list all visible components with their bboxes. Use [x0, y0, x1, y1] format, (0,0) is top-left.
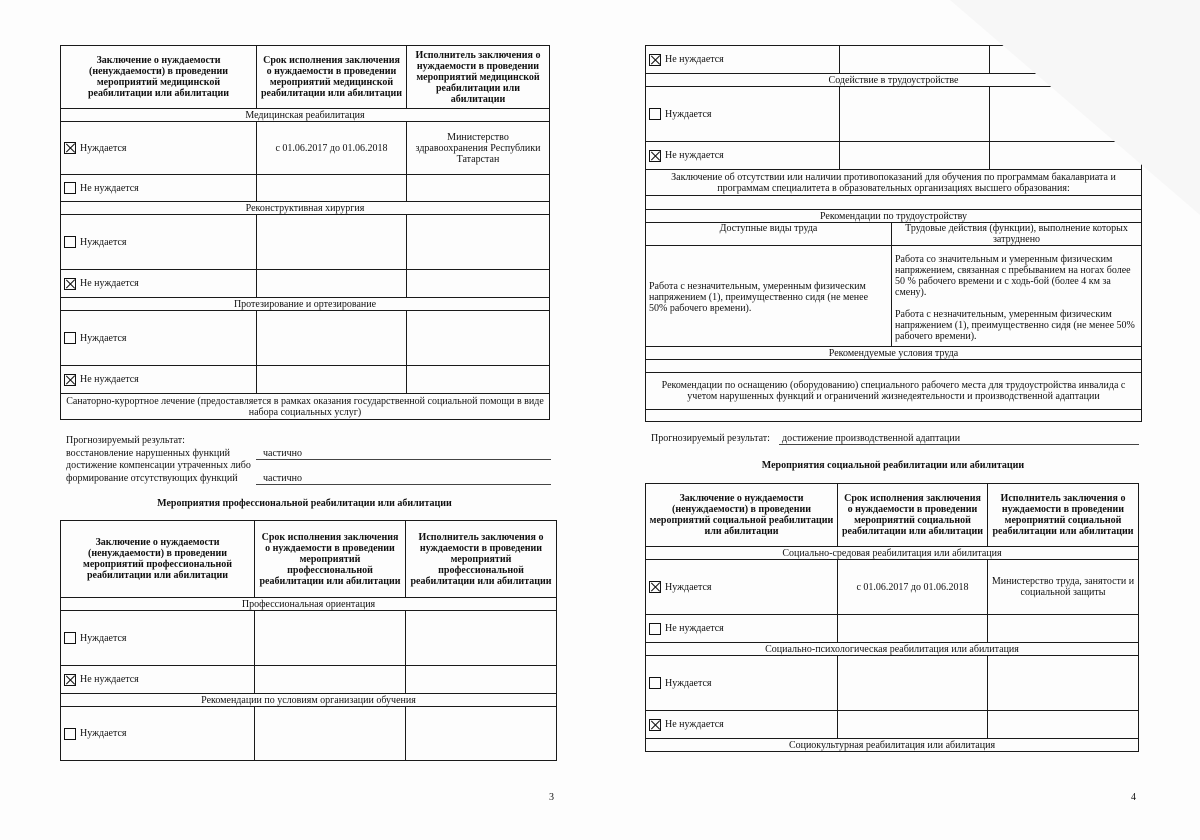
restore-value: частично [263, 447, 303, 459]
header-executor: Исполнитель заключения о нуждаемости в проведении мероприятий профессиональной реабилитации или абилитации [406, 521, 557, 598]
option-need: Нуждается [646, 560, 838, 615]
difficult-action-1: Работа со значительным и умеренным физическим напряжением, связанная с пребыванием на ногах более 50 % рабочего времени и с ходь-бой (более 4 км за смену). [895, 253, 1131, 298]
header-need: Заключение о нуждаемости (ненуждаемости) в проведении мероприятий профессиональной реабилитации или абилитации [61, 521, 255, 598]
header-need: Заключение о нуждаемости (ненуждаемости) в проведении мероприятий социальной реабилитации или абилитации [646, 484, 838, 547]
empty-checkbox-icon[interactable] [64, 728, 76, 740]
header-need: Заключение о нуждаемости (ненуждаемости) в проведении мероприятий медицинской реабилитации или абилитации [61, 46, 257, 109]
professional-rehab-title: Мероприятия профессиональной реабилитации или абилитации [157, 498, 452, 509]
empty-checkbox-icon[interactable] [649, 623, 661, 635]
header-period: Срок исполнения заключения о нуждаемости в проведении мероприятий медицинской реабилитации или абилитации [257, 46, 407, 109]
section-employment-assistance: Содействие в трудоустройстве [646, 74, 1142, 87]
section-medical-rehab: Медицинская реабилитация [61, 109, 550, 122]
option-no-need: Не нуждается [646, 142, 840, 170]
option-no-need: Не нуждается [61, 175, 257, 202]
checked-checkbox-icon[interactable] [649, 54, 661, 66]
forecast-line [651, 433, 1139, 446]
header-period: Срок исполнения заключения о нуждаемости в проведении мероприятий профессиональной реабилитации или абилитации [255, 521, 406, 598]
section-sanatorium: Санаторно-курортное лечение (предоставляется в рамках оказания государственной социальной помощи в виде набора социальных услуг) [61, 394, 550, 420]
job-recommendations-table [645, 222, 1142, 347]
medical-rehab-table [60, 45, 550, 420]
available-jobs-text: Работа с незначительным, умеренным физическим напряжением (1), преимущественно сидя (не менее 50% рабочего времени). [646, 246, 892, 347]
header-difficult-actions: Трудовые действия (функции), выполнение которых затруднено [892, 223, 1142, 246]
formation-value: частично [263, 472, 303, 484]
compensation-label: достижение компенсации утраченных либо [66, 460, 251, 471]
empty-checkbox-icon[interactable] [649, 677, 661, 689]
checked-checkbox-icon[interactable] [649, 150, 661, 162]
header-available-jobs: Доступные виды труда [646, 223, 892, 246]
formation-label: формирование отсутствующих функций [66, 472, 238, 484]
social-rehab-table [645, 483, 1139, 752]
section-sociocultural: Социокультурная реабилитация или абилитация [646, 739, 1139, 752]
page-number: 3 [549, 792, 554, 803]
checked-checkbox-icon[interactable] [64, 142, 76, 154]
forecast-heading: Прогнозируемый результат: [66, 435, 185, 446]
professional-rehab-table [60, 520, 557, 761]
option-no-need: Не нуждается [61, 666, 255, 694]
executor-cell: Министерство здравоохранения Республики Татарстан [407, 122, 550, 175]
option-need: Нуждается [61, 707, 255, 761]
section-workplace-equipment: Рекомендации по оснащению (оборудованию) специального рабочего места для трудоустройства инвалида с учетом нарушенных функций и ограничений жизнедеятельности и производственной адаптации [646, 373, 1142, 410]
empty-checkbox-icon[interactable] [64, 332, 76, 344]
section-social-environment: Социально-средовая реабилитация или абилитация [646, 547, 1139, 560]
section-job-recommendations: Рекомендации по трудоустройству [646, 210, 1142, 223]
header-executor: Исполнитель заключения о нуждаемости в проведении мероприятий медицинской реабилитации или абилитации [407, 46, 550, 109]
checked-checkbox-icon[interactable] [64, 374, 76, 386]
forecast-value: достижение производственной адаптации [782, 433, 961, 444]
option-need: Нуждается [61, 611, 255, 666]
section-career-guidance: Профессиональная ориентация [61, 598, 557, 611]
option-need: Нуждается [61, 311, 257, 366]
checked-checkbox-icon[interactable] [64, 674, 76, 686]
forecast-label: Прогнозируемый результат: [651, 433, 770, 444]
work-conditions-table [645, 346, 1142, 422]
restore-label: восстановление нарушенных функций [66, 447, 230, 459]
option-need: Нуждается [61, 122, 257, 175]
empty-checkbox-icon[interactable] [64, 236, 76, 248]
option-no-need: Не нуждается [61, 366, 257, 394]
section-higher-education: Заключение об отсутствии или наличии противопоказаний для обучения по программам бакалавриата и программам специалитета в образовательных организациях высшего образования: [646, 170, 1142, 196]
checked-checkbox-icon[interactable] [649, 719, 661, 731]
option-no-need: Не нуждается [61, 270, 257, 298]
section-prosthetics: Протезирование и ортезирование [61, 298, 550, 311]
period-cell: с 01.06.2017 до 01.06.2018 [257, 122, 407, 175]
checked-checkbox-icon[interactable] [649, 581, 661, 593]
option-no-need: Не нуждается [646, 615, 838, 643]
difficult-actions-cell [892, 246, 1142, 347]
section-social-psychological: Социально-психологическая реабилитация или абилитация [646, 643, 1139, 656]
section-training-conditions: Рекомендации по условиям организации обучения [61, 694, 557, 707]
page-corner-fold [950, 0, 1200, 215]
page-number: 4 [1131, 792, 1136, 803]
header-executor: Исполнитель заключения о нуждаемости в проведении мероприятий социальной реабилитации или абилитации [988, 484, 1139, 547]
option-need: Нуждается [646, 87, 840, 142]
checked-checkbox-icon[interactable] [64, 278, 76, 290]
difficult-action-2: Работа с незначительным, умеренным физическим напряжением (1), преимущественно сидя (не менее 50% рабочего времени). [895, 308, 1135, 342]
section-recommended-conditions: Рекомендуемые условия труда [646, 347, 1142, 360]
option-need: Нуждается [646, 656, 838, 711]
option-no-need: Не нуждается [646, 711, 838, 739]
empty-checkbox-icon[interactable] [64, 182, 76, 194]
empty-checkbox-icon[interactable] [649, 108, 661, 120]
forecast-block [66, 435, 552, 485]
empty-checkbox-icon[interactable] [64, 632, 76, 644]
header-period: Срок исполнения заключения о нуждаемости в проведении мероприятий социальной реабилитации или абилитации [838, 484, 988, 547]
executor-cell: Министерство труда, занятости и социальной защиты [988, 560, 1139, 615]
social-rehab-title: Мероприятия социальной реабилитации или абилитации [761, 460, 1025, 471]
option-need: Нуждается [61, 215, 257, 270]
period-cell: с 01.06.2017 до 01.06.2018 [838, 560, 988, 615]
option-no-need: Не нуждается [646, 46, 840, 74]
section-reconstructive-surgery: Реконструктивная хирургия [61, 202, 550, 215]
